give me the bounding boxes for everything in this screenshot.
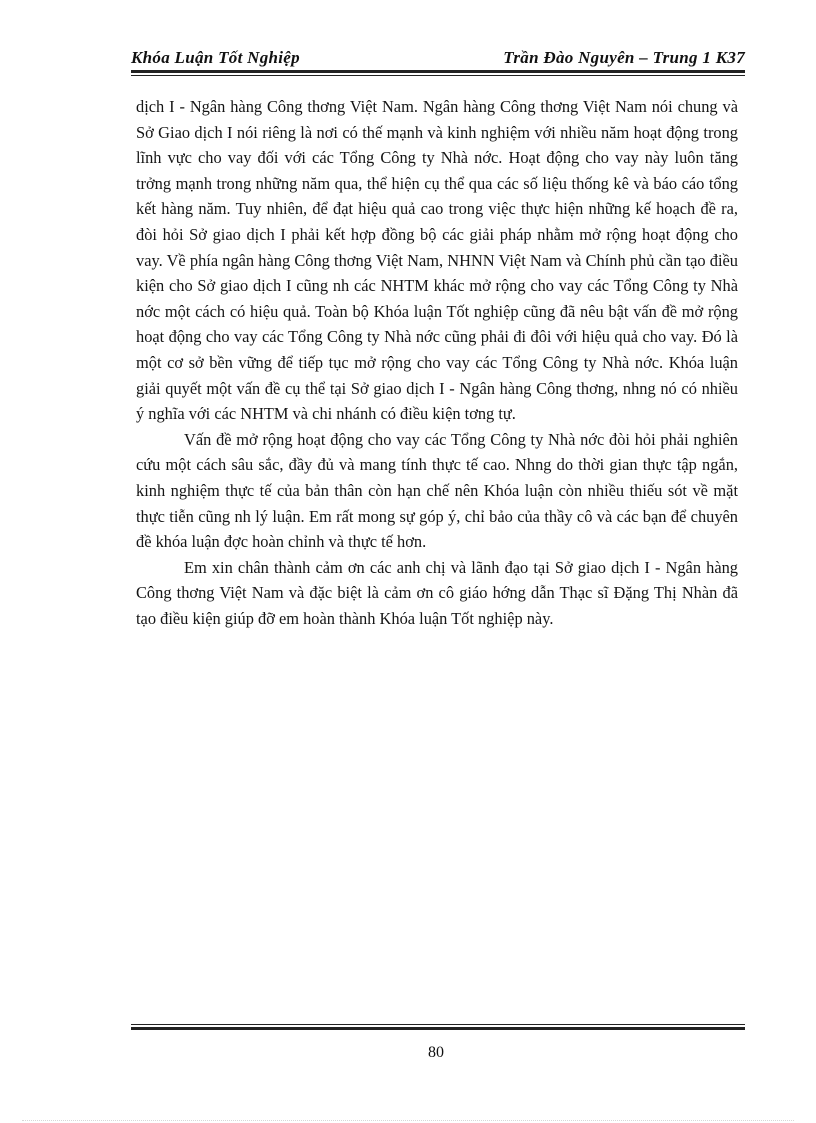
paragraph-limitations: Vấn đề mở rộng hoạt động cho vay các Tổng Công ty Nhà nớc đòi hỏi phải nghiên cứu một cách sâu sắc, đầy đủ và mang tính thực tế cao. Nhng do thời gian thực tập ngắn, kinh nghiệm thực tế của bản thân còn hạn chế nên Khóa luận còn nhiều thiếu sót về mặt thực tiễn cũng nh lý luận. Em rất mong sự góp ý, chỉ bảo của thầy cô và các bạn để chuyên đề khóa luận đợc hoàn chỉnh và thực tế hơn.: [136, 429, 738, 552]
footer-rule-thin: [131, 1024, 745, 1025]
footer-rule-thick: [131, 1027, 745, 1030]
running-header: [131, 46, 745, 68]
paragraph-continued: dịch I - Ngân hàng Công thơng Việt Nam. Ngân hàng Công thơng Việt Nam nói chung và Sở Giao dịch I nói riêng là nơi có thế mạnh và kinh nghiệm với nhiều năm hoạt động trong lĩnh vực cho vay đối với các Tổng Công ty Nhà nớc. Hoạt động cho vay này luôn tăng trởng mạnh trong những năm qua, thể hiện cụ thể qua các số liệu thống kê và báo cáo tổng kết hàng năm. Tuy nhiên, để đạt hiệu quả cao trong việc thực hiện những kế hoạch đề ra, đòi hỏi Sở giao dịch I phải kết hợp đồng bộ các giải pháp nhằm mở rộng hoạt động cho vay. Về phía ngân hàng Công thơng Việt Nam, NHNN Việt Nam và Chính phủ cần tạo điều kiện cho Sở giao dịch I cũng nh các NHTM khác mở rộng cho vay các Tổng Công ty Nhà nớc một cách có hiệu quả. Toàn bộ Khóa luận Tốt nghiệp cũng đã nêu bật vấn đề mở rộng hoạt động cho vay các Tổng Công ty Nhà nớc cũng phải đi đôi với hiệu quả cho vay. Đó là một cơ sở bền vững để tiếp tục mở rộng cho vay các Tổng Công ty Nhà nớc. Khóa luận giải quyết một vấn đề cụ thể tại Sở giao dịch I - Ngân hàng Công thơng, nhng nó có nhiều ý nghĩa với các NHTM và chi nhánh có điều kiện tơng tự.: [136, 97, 738, 424]
header-right-author: Trần Đào Nguyên – Trung 1 K37: [503, 48, 745, 67]
header-rule-thick: [131, 70, 745, 73]
header-left-title: Khóa Luận Tốt Nghiệp: [131, 48, 300, 67]
page-number: 80: [428, 1044, 444, 1061]
paragraph-acknowledgement: Em xin chân thành cảm ơn các anh chị và lãnh đạo tại Sở giao dịch I - Ngân hàng Công thơng Việt Nam và đặc biệt là cảm ơn cô giáo hớng dẫn Thạc sĩ Đặng Thị Nhàn đã tạo điều kiện giúp đỡ em hoàn thành Khóa luận Tốt nghiệp này.: [136, 557, 738, 628]
page-edge-divider: [22, 1120, 794, 1121]
body-text: [136, 94, 738, 631]
header-rule-thin: [131, 75, 745, 76]
